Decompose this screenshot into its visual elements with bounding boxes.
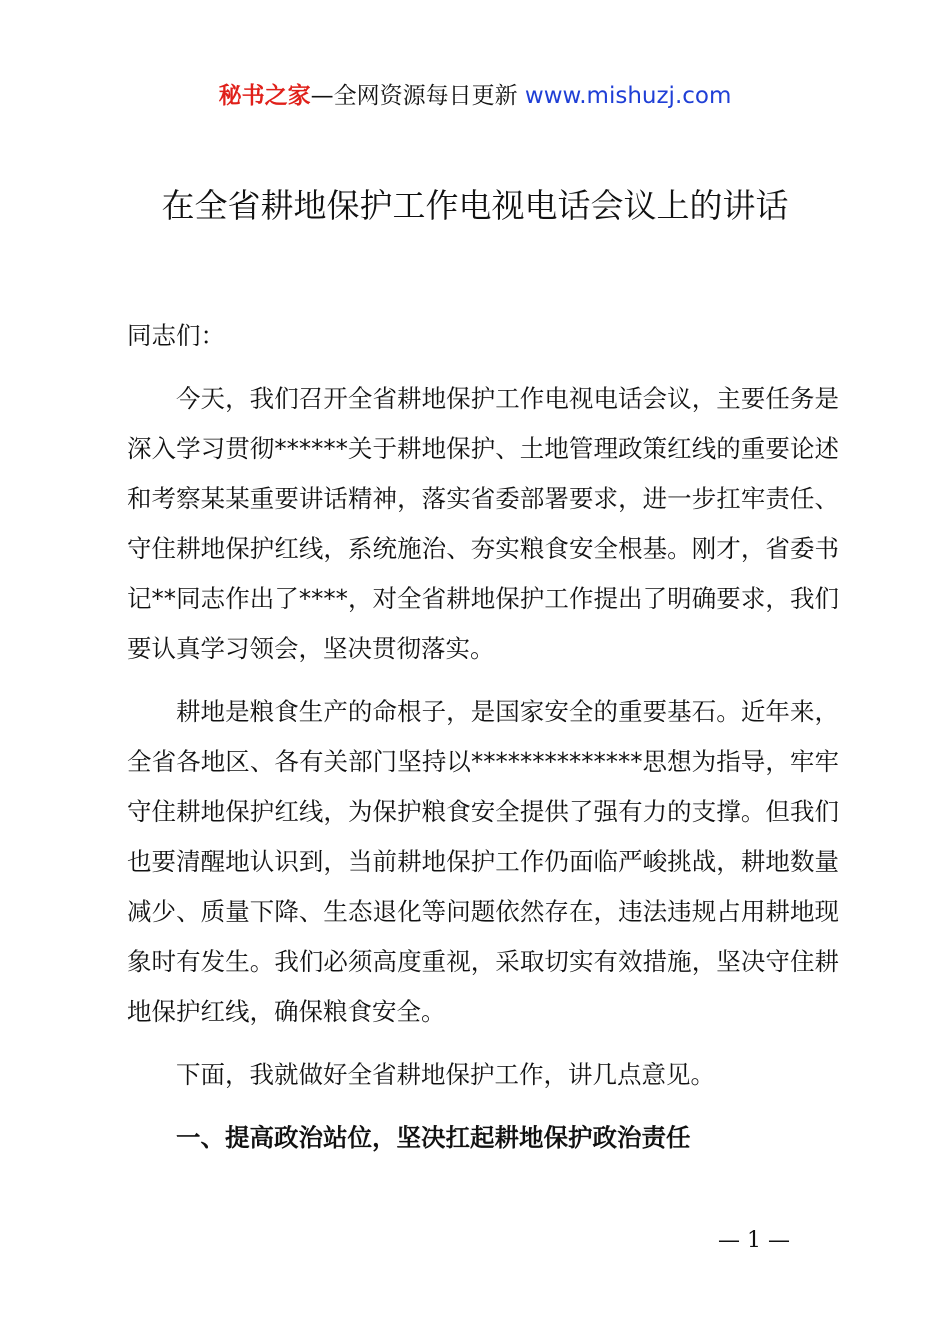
salutation: 同志们： [127,321,225,350]
paragraph-background: 耕地是粮食生产的命根子，是国家安全的重要基石。近年来，全省各地区、各有关部门坚持以**************思想为指导，牢牢守住耕地保护红线，为保护粮食安全提供了强有力的支撑。但我们也要清醒地认识到，当前耕地保护工作仍面临严峻挑战，耕地数量减少、质量下降、生态退化等问题依然存在，违法违规占用耕地现象时有发生。我们必须高度重视，采取切实有效措施，坚决守住耕地保护红线，确保粮食安全。 [127,697,839,1026]
document-body [127,311,839,1176]
paragraph-opening: 今天，我们召开全省耕地保护工作电视电话会议，主要任务是深入学习贯彻******关于耕地保护、土地管理政策红线的重要论述和考察某某重要讲话精神，落实省委部署要求，进一步扛牢责任、守住耕地保护红线，系统施治、夯实粮食安全根基。刚才，省委书记**同志作出了****，对全省耕地保护工作提出了明确要求，我们要认真学习领会，坚决贯彻落实。 [127,384,839,663]
brand-name: 秘书之家 [218,83,311,109]
header-tagline: —全网资源每日更新 [310,83,525,109]
page-number: — 1 — [718,1228,790,1253]
site-url-link[interactable]: www.mishuzj.com [524,83,732,109]
document-title: 在全省耕地保护工作电视电话会议上的讲话 [161,186,789,225]
section-heading: 一、提高政治站位，坚决扛起耕地保护政治责任 [176,1123,691,1152]
site-header [0,80,950,112]
paragraph-transition: 下面，我就做好全省耕地保护工作，讲几点意见。 [176,1060,715,1089]
